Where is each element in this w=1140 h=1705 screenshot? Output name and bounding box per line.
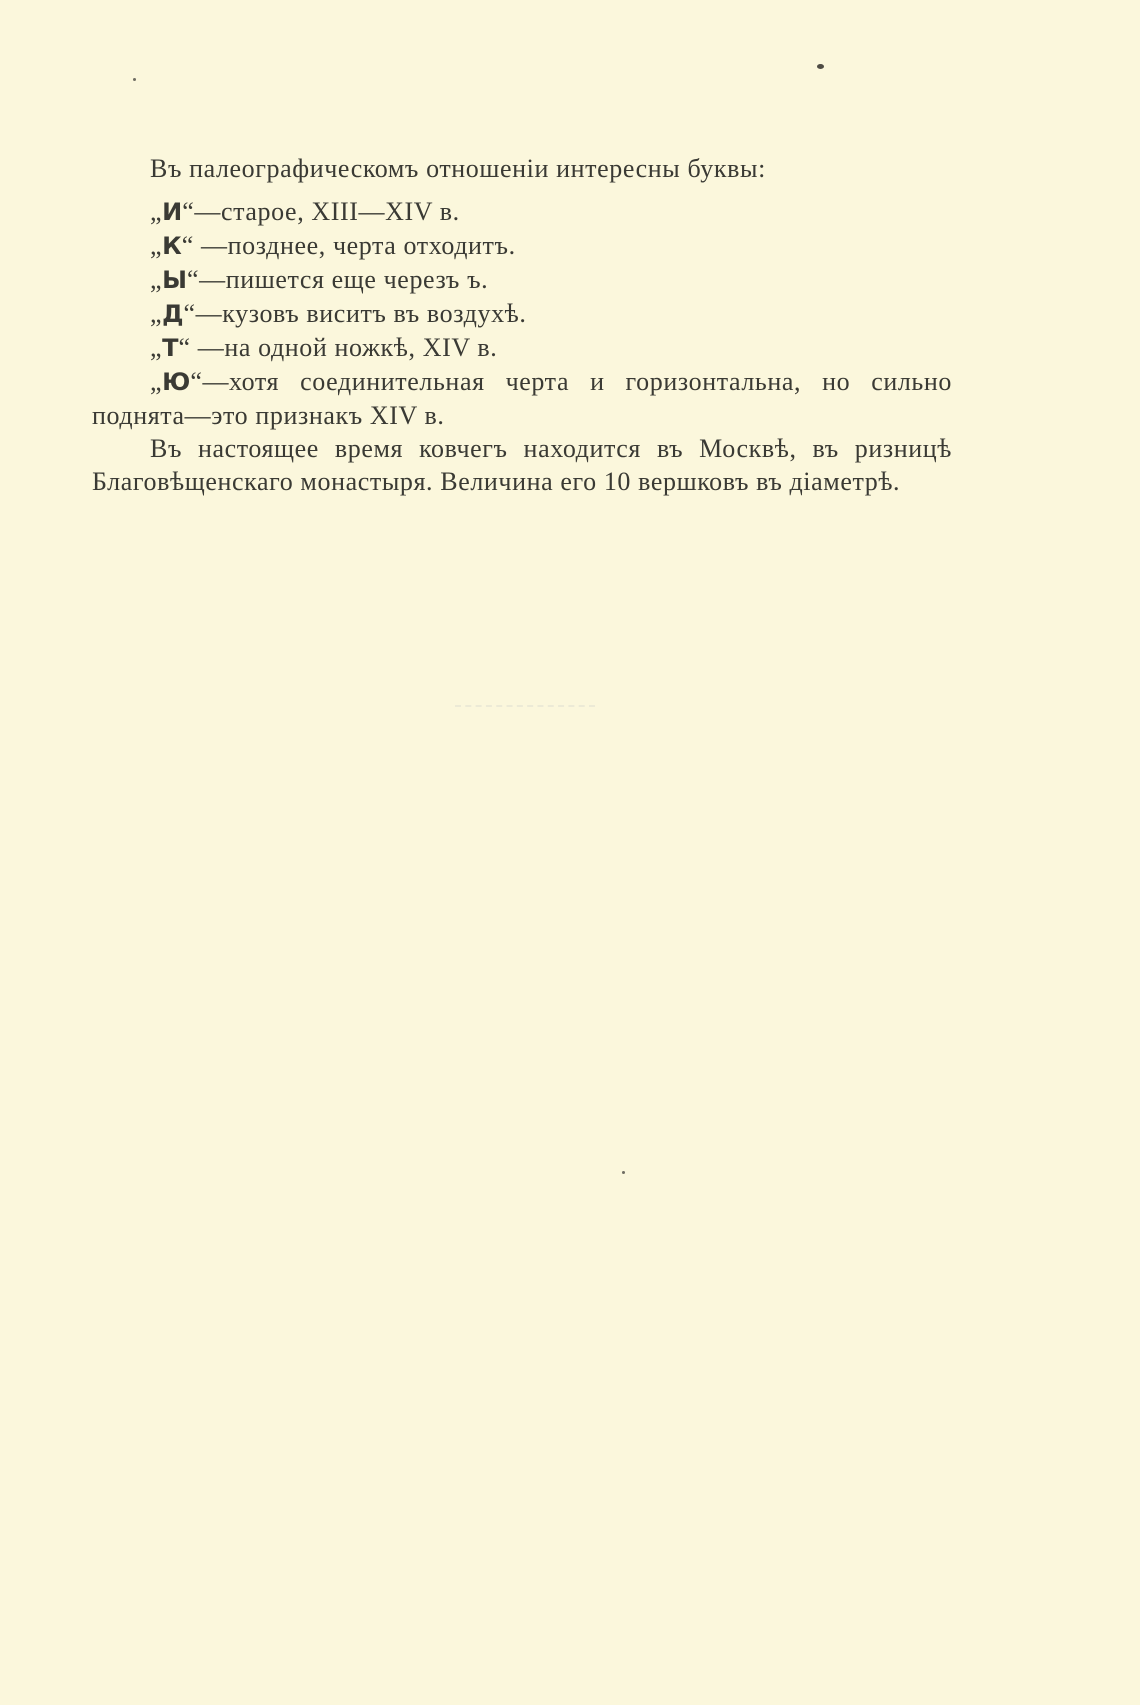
intro-line: Въ палеографическомъ отношеніи интересны буквы: [150, 154, 766, 183]
letter-line [92, 297, 952, 331]
letter-glyph: Ю [162, 368, 191, 396]
open-quote: „ [150, 367, 163, 396]
letter-paragraph [92, 365, 952, 432]
close-quote: “ [181, 231, 194, 260]
letter-line [92, 229, 952, 263]
open-quote: „ [150, 265, 163, 294]
letter-glyph: К [162, 232, 182, 260]
letter-line [92, 195, 952, 229]
letter-note: —кузовъ виситъ въ воздухѣ. [195, 299, 527, 328]
print-speck [622, 1171, 625, 1174]
faint-rule [455, 705, 595, 707]
letter-glyph: Ы [162, 266, 188, 294]
letter-note: —позднее, черта отходитъ. [193, 231, 516, 260]
open-quote: „ [150, 197, 163, 226]
letter-note: —пишется еще черезъ ъ. [199, 265, 489, 294]
close-quote: “ [183, 299, 196, 328]
open-quote: „ [150, 299, 163, 328]
letter-note: —хотя соединительная черта и горизонтальна, но сильно поднята—это признакъ XIV в. [92, 367, 952, 430]
open-quote: „ [150, 333, 163, 362]
letter-line [92, 263, 952, 297]
text-block [92, 152, 952, 498]
letter-glyph: И [162, 198, 183, 226]
close-quote: “ [190, 367, 203, 396]
print-speck [817, 64, 824, 69]
letter-note: —старое, XIII—XIV в. [194, 197, 460, 226]
closing-paragraph: Въ настоящее время ковчегъ находится въ Москвѣ, въ ризницѣ Благовѣщенскаго монастыря. Величина его 10 вершковъ въ діаметрѣ. [92, 434, 952, 496]
letter-line [92, 331, 952, 365]
letter-note: —на одной ножкѣ, XIV в. [190, 333, 498, 362]
print-speck [133, 78, 136, 81]
close-quote: “ [187, 265, 200, 294]
close-quote: “ [178, 333, 191, 362]
open-quote: „ [150, 231, 163, 260]
close-quote: “ [182, 197, 195, 226]
letter-glyph: Д [162, 300, 184, 328]
letter-glyph: Т [162, 334, 179, 362]
